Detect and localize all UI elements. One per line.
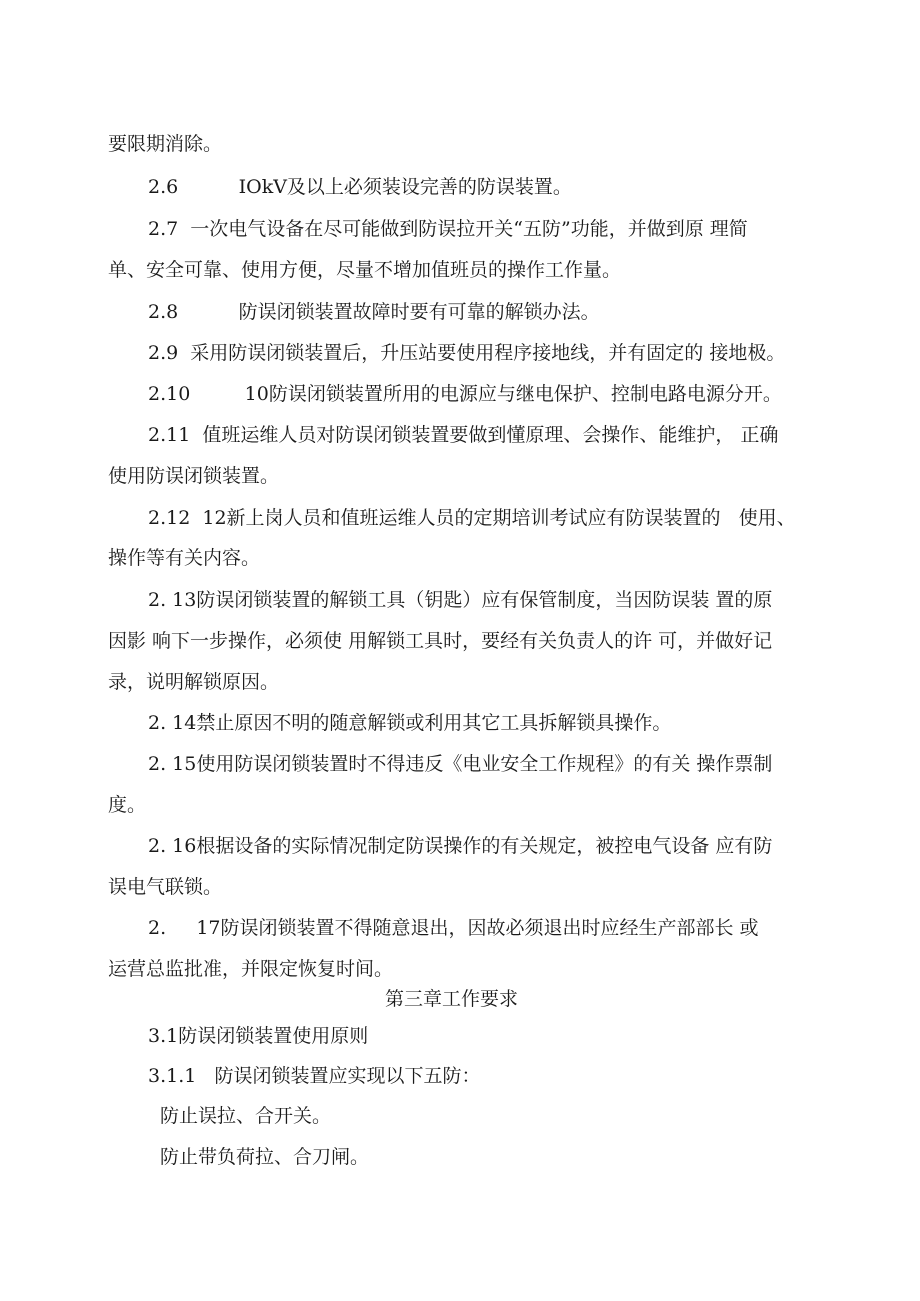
text-line: 操作等有关内容。	[108, 547, 261, 569]
chapter-title: 第三章工作要求	[385, 988, 519, 1010]
text-line: 误电气联锁。	[108, 876, 223, 898]
text-line: 2.11 值班运维人员对防误闭锁装置要做到懂原理、会操作、能维护， 正确	[148, 424, 779, 446]
list-item: 防止误拉、合开关。	[160, 1105, 332, 1127]
text-line: 2.10 10防误闭锁装置所用的电源应与继电保护、控制电路电源分开。	[148, 383, 782, 405]
text-line: 单、安全可靠、使用方便，尽量不增加值班员的操作工作量。	[108, 259, 622, 281]
list-item: 防止带负荷拉、合刀闸。	[160, 1146, 370, 1168]
text-line: 使用防误闭锁装置。	[108, 465, 280, 487]
text-line: 度。	[108, 794, 147, 816]
text-line: 2. 15使用防误闭锁装置时不得违反《电业安全工作规程》的有关 操作票制	[148, 753, 773, 775]
section-heading: 3.1防误闭锁装置使用原则	[148, 1025, 369, 1047]
text-line: 2.7 一次电气设备在尽可能做到防误拉开关“五防”功能，并做到原 理简	[148, 218, 748, 240]
text-line: 因影 响下一步操作，必须使 用解锁工具时，要经有关负责人的许 可，并做好记	[108, 630, 773, 652]
text-line: 2.8 防误闭锁装置故障时要有可靠的解锁办法。	[148, 301, 600, 323]
text-line: 2.6 IOkV及以上必须装设完善的防误装置。	[148, 176, 572, 198]
text-line: 2.9 采用防误闭锁装置后，升压站要使用程序接地线，并有固定的 接地极。	[148, 342, 786, 364]
text-line: 2. 17防误闭锁装置不得随意退出，因故必须退出时应经生产部部长 或	[148, 917, 759, 939]
text-line: 2. 14禁止原因不明的随意解锁或利用其它工具拆解锁具操作。	[148, 712, 672, 734]
text-line: 录，说明解锁原因。	[108, 671, 280, 693]
subsection-heading: 3.1.1 防误闭锁装置应实现以下五防：	[148, 1065, 481, 1087]
text-line: 要限期消除。	[108, 133, 223, 155]
text-line: 2. 16根据设备的实际情况制定防误操作的有关规定，被控电气设备 应有防	[148, 835, 773, 857]
text-line: 运营总监批准，并限定恢复时间。	[108, 958, 394, 980]
text-line: 2.12 12新上岗人员和值班运维人员的定期培训考试应有防误装置的 使用、	[148, 507, 796, 529]
text-line: 2. 13防误闭锁装置的解锁工具（钥匙）应有保管制度，当因防误装 置的原	[148, 589, 773, 611]
